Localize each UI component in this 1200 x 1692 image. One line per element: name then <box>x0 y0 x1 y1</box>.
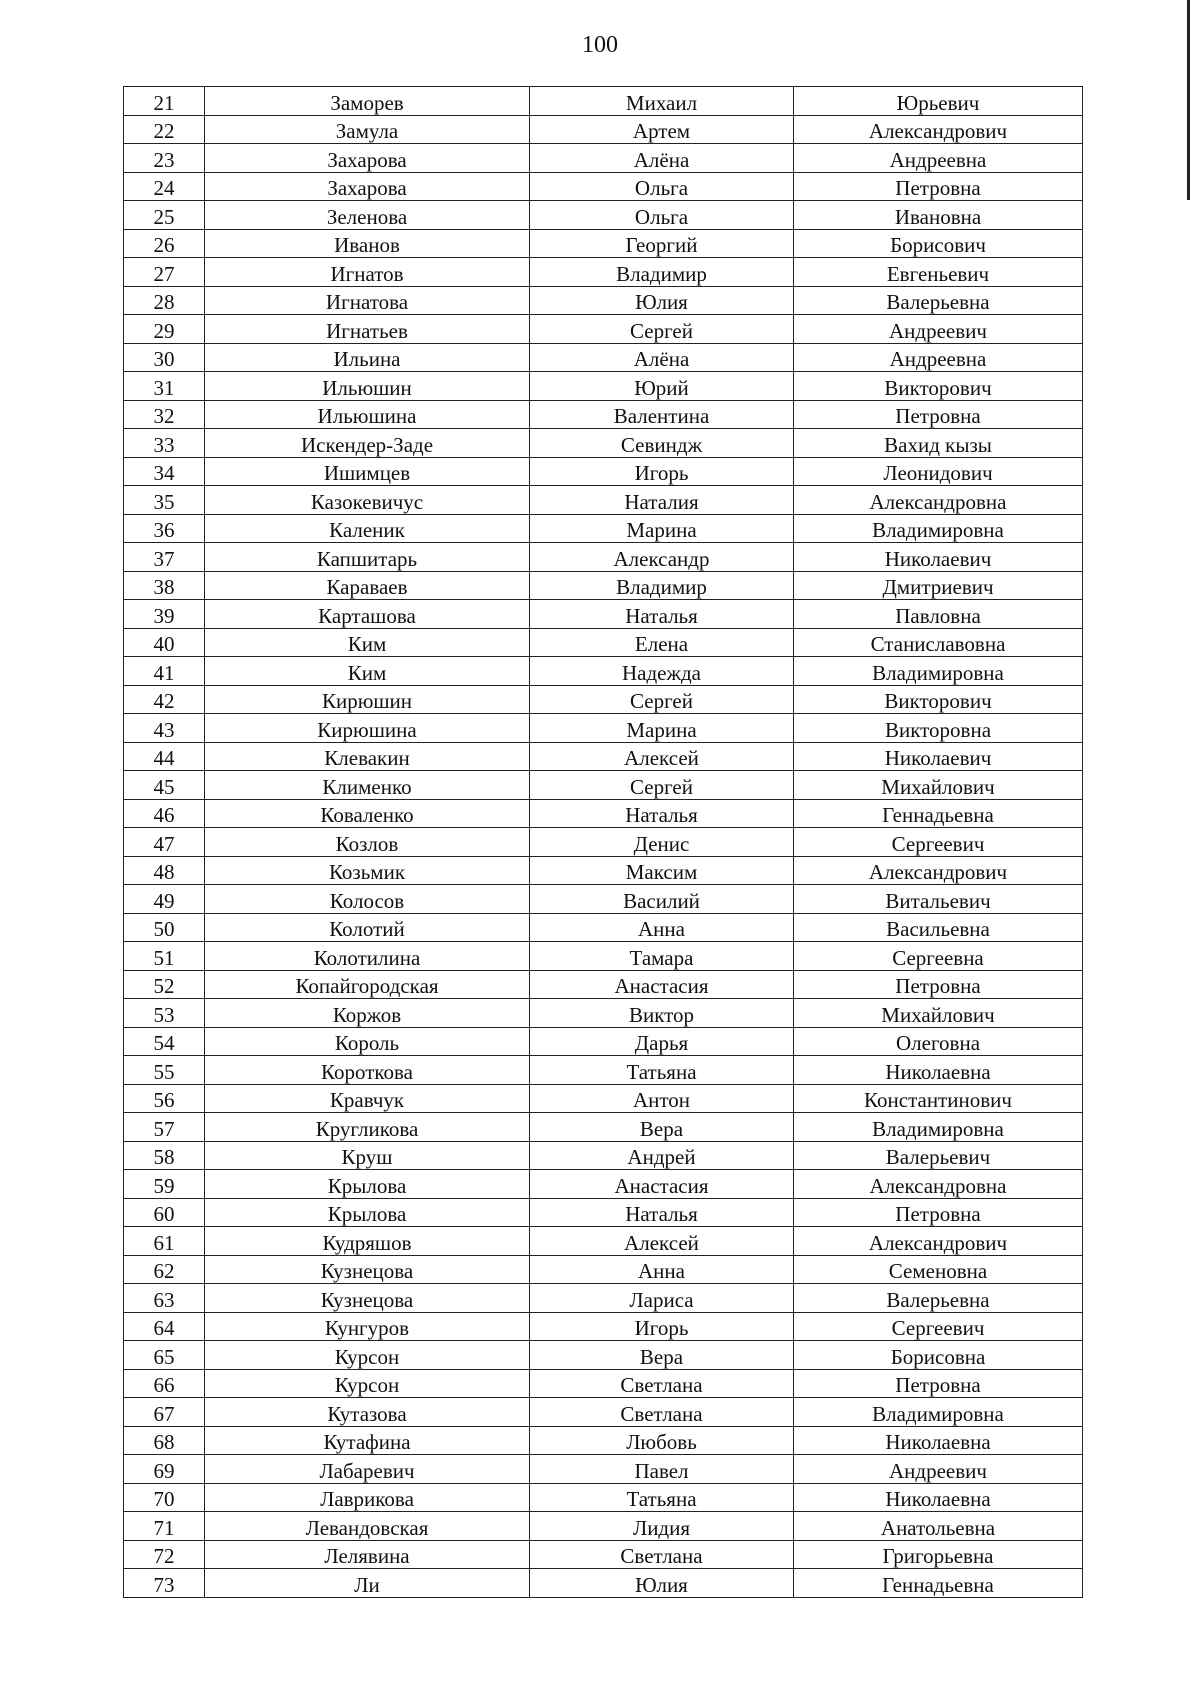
table-row <box>124 657 1083 686</box>
surname-cell: Ильюшин <box>205 372 530 401</box>
patronymic-cell: Сергеевич <box>794 828 1083 857</box>
surname-cell: Кунгуров <box>205 1312 530 1341</box>
table-row <box>124 543 1083 572</box>
row-number-cell: 36 <box>124 514 205 543</box>
patronymic-cell: Вахид кызы <box>794 429 1083 458</box>
surname-cell: Капшитарь <box>205 543 530 572</box>
table-row <box>124 628 1083 657</box>
patronymic-cell: Викторович <box>794 685 1083 714</box>
row-number-cell: 31 <box>124 372 205 401</box>
patronymic-cell: Владимировна <box>794 657 1083 686</box>
first-name-cell: Татьяна <box>530 1483 794 1512</box>
patronymic-cell: Александрович <box>794 115 1083 144</box>
table-row <box>124 514 1083 543</box>
patronymic-cell: Михайлович <box>794 999 1083 1028</box>
first-name-cell: Марина <box>530 714 794 743</box>
row-number-cell: 24 <box>124 172 205 201</box>
patronymic-cell: Константинович <box>794 1084 1083 1113</box>
first-name-cell: Любовь <box>530 1426 794 1455</box>
surname-cell: Ким <box>205 628 530 657</box>
row-number-cell: 34 <box>124 457 205 486</box>
patronymic-cell: Викторовна <box>794 714 1083 743</box>
table-row <box>124 144 1083 173</box>
row-number-cell: 22 <box>124 115 205 144</box>
first-name-cell: Надежда <box>530 657 794 686</box>
row-number-cell: 43 <box>124 714 205 743</box>
row-number-cell: 48 <box>124 856 205 885</box>
table-row <box>124 885 1083 914</box>
row-number-cell: 40 <box>124 628 205 657</box>
surname-cell: Колотилина <box>205 942 530 971</box>
first-name-cell: Василий <box>530 885 794 914</box>
first-name-cell: Севиндж <box>530 429 794 458</box>
row-number-cell: 72 <box>124 1540 205 1569</box>
row-number-cell: 66 <box>124 1369 205 1398</box>
table-row <box>124 1312 1083 1341</box>
row-number-cell: 59 <box>124 1170 205 1199</box>
row-number-cell: 39 <box>124 600 205 629</box>
surname-cell: Игнатьев <box>205 315 530 344</box>
row-number-cell: 44 <box>124 742 205 771</box>
first-name-cell: Лидия <box>530 1512 794 1541</box>
row-number-cell: 61 <box>124 1227 205 1256</box>
table-row <box>124 201 1083 230</box>
table-row <box>124 1227 1083 1256</box>
first-name-cell: Антон <box>530 1084 794 1113</box>
surname-cell: Колосов <box>205 885 530 914</box>
surname-cell: Крылова <box>205 1170 530 1199</box>
first-name-cell: Максим <box>530 856 794 885</box>
patronymic-cell: Олеговна <box>794 1027 1083 1056</box>
patronymic-cell: Андреевич <box>794 315 1083 344</box>
first-name-cell: Наталья <box>530 1198 794 1227</box>
first-name-cell: Татьяна <box>530 1056 794 1085</box>
first-name-cell: Владимир <box>530 258 794 287</box>
surname-cell: Король <box>205 1027 530 1056</box>
row-number-cell: 56 <box>124 1084 205 1113</box>
first-name-cell: Марина <box>530 514 794 543</box>
surname-cell: Ким <box>205 657 530 686</box>
surname-cell: Ильина <box>205 343 530 372</box>
first-name-cell: Светлана <box>530 1398 794 1427</box>
patronymic-cell: Петровна <box>794 970 1083 999</box>
table-row <box>124 970 1083 999</box>
patronymic-cell: Александрович <box>794 1227 1083 1256</box>
table-row <box>124 258 1083 287</box>
patronymic-cell: Ивановна <box>794 201 1083 230</box>
patronymic-cell: Анатольевна <box>794 1512 1083 1541</box>
patronymic-cell: Евгеньевич <box>794 258 1083 287</box>
surname-cell: Кутазова <box>205 1398 530 1427</box>
patronymic-cell: Борисовна <box>794 1341 1083 1370</box>
surname-cell: Замула <box>205 115 530 144</box>
surname-cell: Круш <box>205 1141 530 1170</box>
surname-cell: Курсон <box>205 1369 530 1398</box>
table-row <box>124 115 1083 144</box>
first-name-cell: Владимир <box>530 571 794 600</box>
patronymic-cell: Леонидович <box>794 457 1083 486</box>
first-name-cell: Виктор <box>530 999 794 1028</box>
row-number-cell: 35 <box>124 486 205 515</box>
patronymic-cell: Павловна <box>794 600 1083 629</box>
row-number-cell: 52 <box>124 970 205 999</box>
table-row <box>124 486 1083 515</box>
first-name-cell: Павел <box>530 1455 794 1484</box>
patronymic-cell: Николаевна <box>794 1426 1083 1455</box>
row-number-cell: 55 <box>124 1056 205 1085</box>
row-number-cell: 33 <box>124 429 205 458</box>
row-number-cell: 71 <box>124 1512 205 1541</box>
patronymic-cell: Валерьевна <box>794 1284 1083 1313</box>
row-number-cell: 29 <box>124 315 205 344</box>
first-name-cell: Вера <box>530 1341 794 1370</box>
surname-cell: Кирюшина <box>205 714 530 743</box>
patronymic-cell: Валерьевич <box>794 1141 1083 1170</box>
row-number-cell: 70 <box>124 1483 205 1512</box>
patronymic-cell: Петровна <box>794 1369 1083 1398</box>
patronymic-cell: Михайлович <box>794 771 1083 800</box>
table-row <box>124 1483 1083 1512</box>
table-row <box>124 172 1083 201</box>
patronymic-cell: Петровна <box>794 172 1083 201</box>
patronymic-cell: Григорьевна <box>794 1540 1083 1569</box>
patronymic-cell: Геннадьевна <box>794 1569 1083 1598</box>
surname-cell: Коваленко <box>205 799 530 828</box>
surname-cell: Игнатова <box>205 286 530 315</box>
row-number-cell: 54 <box>124 1027 205 1056</box>
table-row <box>124 1027 1083 1056</box>
table-row <box>124 343 1083 372</box>
surname-cell: Колотий <box>205 913 530 942</box>
patronymic-cell: Валерьевна <box>794 286 1083 315</box>
patronymic-cell: Андреевич <box>794 1455 1083 1484</box>
surname-cell: Ильюшина <box>205 400 530 429</box>
row-number-cell: 27 <box>124 258 205 287</box>
first-name-cell: Вера <box>530 1113 794 1142</box>
row-number-cell: 21 <box>124 87 205 116</box>
table-row <box>124 856 1083 885</box>
first-name-cell: Алёна <box>530 343 794 372</box>
surname-cell: Кузнецова <box>205 1284 530 1313</box>
row-number-cell: 42 <box>124 685 205 714</box>
first-name-cell: Георгий <box>530 229 794 258</box>
first-name-cell: Анастасия <box>530 970 794 999</box>
first-name-cell: Валентина <box>530 400 794 429</box>
row-number-cell: 63 <box>124 1284 205 1313</box>
surname-cell: Лабаревич <box>205 1455 530 1484</box>
patronymic-cell: Владимировна <box>794 514 1083 543</box>
surname-cell: Искендер-Заде <box>205 429 530 458</box>
row-number-cell: 49 <box>124 885 205 914</box>
patronymic-cell: Геннадьевна <box>794 799 1083 828</box>
row-number-cell: 30 <box>124 343 205 372</box>
table-row <box>124 1255 1083 1284</box>
first-name-cell: Юрий <box>530 372 794 401</box>
first-name-cell: Лариса <box>530 1284 794 1313</box>
first-name-cell: Юлия <box>530 1569 794 1598</box>
patronymic-cell: Николаевич <box>794 742 1083 771</box>
patronymic-cell: Дмитриевич <box>794 571 1083 600</box>
first-name-cell: Андрей <box>530 1141 794 1170</box>
table-row <box>124 1398 1083 1427</box>
surname-cell: Лелявина <box>205 1540 530 1569</box>
surname-cell: Ли <box>205 1569 530 1598</box>
table-row <box>124 1540 1083 1569</box>
patronymic-cell: Владимировна <box>794 1113 1083 1142</box>
table-row <box>124 315 1083 344</box>
table-row <box>124 600 1083 629</box>
first-name-cell: Михаил <box>530 87 794 116</box>
surname-cell: Захарова <box>205 144 530 173</box>
surname-cell: Кравчук <box>205 1084 530 1113</box>
first-name-cell: Сергей <box>530 685 794 714</box>
table-row <box>124 1512 1083 1541</box>
row-number-cell: 68 <box>124 1426 205 1455</box>
patronymic-cell: Андреевна <box>794 343 1083 372</box>
surname-cell: Коржов <box>205 999 530 1028</box>
first-name-cell: Наталья <box>530 799 794 828</box>
row-number-cell: 53 <box>124 999 205 1028</box>
table-row <box>124 742 1083 771</box>
row-number-cell: 65 <box>124 1341 205 1370</box>
names-table <box>123 86 1083 1598</box>
table-row <box>124 1198 1083 1227</box>
first-name-cell: Светлана <box>530 1540 794 1569</box>
patronymic-cell: Юрьевич <box>794 87 1083 116</box>
surname-cell: Кудряшов <box>205 1227 530 1256</box>
first-name-cell: Тамара <box>530 942 794 971</box>
patronymic-cell: Сергеевна <box>794 942 1083 971</box>
patronymic-cell: Петровна <box>794 400 1083 429</box>
surname-cell: Козлов <box>205 828 530 857</box>
patronymic-cell: Андреевна <box>794 144 1083 173</box>
table-row <box>124 685 1083 714</box>
row-number-cell: 73 <box>124 1569 205 1598</box>
first-name-cell: Денис <box>530 828 794 857</box>
margin-bar <box>1187 0 1190 200</box>
table-row <box>124 1455 1083 1484</box>
table-row <box>124 457 1083 486</box>
surname-cell: Крылова <box>205 1198 530 1227</box>
patronymic-cell: Николаевна <box>794 1483 1083 1512</box>
table-row <box>124 372 1083 401</box>
surname-cell: Захарова <box>205 172 530 201</box>
patronymic-cell: Владимировна <box>794 1398 1083 1427</box>
surname-cell: Левандовская <box>205 1512 530 1541</box>
first-name-cell: Анна <box>530 1255 794 1284</box>
patronymic-cell: Сергеевич <box>794 1312 1083 1341</box>
first-name-cell: Наталья <box>530 600 794 629</box>
surname-cell: Караваев <box>205 571 530 600</box>
table-row <box>124 286 1083 315</box>
first-name-cell: Артем <box>530 115 794 144</box>
surname-cell: Заморев <box>205 87 530 116</box>
first-name-cell: Александр <box>530 543 794 572</box>
first-name-cell: Светлана <box>530 1369 794 1398</box>
surname-cell: Кутафина <box>205 1426 530 1455</box>
patronymic-cell: Николаевич <box>794 543 1083 572</box>
table-row <box>124 999 1083 1028</box>
table-row <box>124 942 1083 971</box>
row-number-cell: 69 <box>124 1455 205 1484</box>
row-number-cell: 58 <box>124 1141 205 1170</box>
row-number-cell: 41 <box>124 657 205 686</box>
patronymic-cell: Васильевна <box>794 913 1083 942</box>
first-name-cell: Анастасия <box>530 1170 794 1199</box>
table-row <box>124 429 1083 458</box>
row-number-cell: 46 <box>124 799 205 828</box>
row-number-cell: 37 <box>124 543 205 572</box>
table-row <box>124 571 1083 600</box>
table-row <box>124 913 1083 942</box>
first-name-cell: Игорь <box>530 457 794 486</box>
surname-cell: Каленик <box>205 514 530 543</box>
surname-cell: Лаврикова <box>205 1483 530 1512</box>
row-number-cell: 45 <box>124 771 205 800</box>
surname-cell: Ишимцев <box>205 457 530 486</box>
surname-cell: Козьмик <box>205 856 530 885</box>
surname-cell: Карташова <box>205 600 530 629</box>
patronymic-cell: Николаевна <box>794 1056 1083 1085</box>
surname-cell: Кирюшин <box>205 685 530 714</box>
table-row <box>124 799 1083 828</box>
row-number-cell: 38 <box>124 571 205 600</box>
table-row <box>124 771 1083 800</box>
first-name-cell: Алёна <box>530 144 794 173</box>
surname-cell: Копайгородская <box>205 970 530 999</box>
patronymic-cell: Александрович <box>794 856 1083 885</box>
table-row <box>124 400 1083 429</box>
table-row <box>124 1170 1083 1199</box>
surname-cell: Курсон <box>205 1341 530 1370</box>
table-row <box>124 1056 1083 1085</box>
patronymic-cell: Витальевич <box>794 885 1083 914</box>
row-number-cell: 57 <box>124 1113 205 1142</box>
first-name-cell: Анна <box>530 913 794 942</box>
first-name-cell: Алексей <box>530 742 794 771</box>
surname-cell: Казокевичус <box>205 486 530 515</box>
table-row <box>124 1341 1083 1370</box>
table-row <box>124 714 1083 743</box>
table-row <box>124 1284 1083 1313</box>
first-name-cell: Юлия <box>530 286 794 315</box>
table-row <box>124 1426 1083 1455</box>
surname-cell: Игнатов <box>205 258 530 287</box>
first-name-cell: Алексей <box>530 1227 794 1256</box>
table-row <box>124 1369 1083 1398</box>
first-name-cell: Дарья <box>530 1027 794 1056</box>
row-number-cell: 32 <box>124 400 205 429</box>
row-number-cell: 26 <box>124 229 205 258</box>
first-name-cell: Сергей <box>530 771 794 800</box>
surname-cell: Клевакин <box>205 742 530 771</box>
surname-cell: Кузнецова <box>205 1255 530 1284</box>
table-row <box>124 87 1083 116</box>
row-number-cell: 23 <box>124 144 205 173</box>
table-row <box>124 229 1083 258</box>
row-number-cell: 25 <box>124 201 205 230</box>
table-row <box>124 828 1083 857</box>
row-number-cell: 28 <box>124 286 205 315</box>
patronymic-cell: Викторович <box>794 372 1083 401</box>
table-row <box>124 1141 1083 1170</box>
surname-cell: Кругликова <box>205 1113 530 1142</box>
row-number-cell: 62 <box>124 1255 205 1284</box>
surname-cell: Зеленова <box>205 201 530 230</box>
table-row <box>124 1113 1083 1142</box>
row-number-cell: 64 <box>124 1312 205 1341</box>
first-name-cell: Елена <box>530 628 794 657</box>
row-number-cell: 51 <box>124 942 205 971</box>
patronymic-cell: Станиславовна <box>794 628 1083 657</box>
row-number-cell: 50 <box>124 913 205 942</box>
surname-cell: Короткова <box>205 1056 530 1085</box>
row-number-cell: 60 <box>124 1198 205 1227</box>
patronymic-cell: Семеновна <box>794 1255 1083 1284</box>
first-name-cell: Ольга <box>530 172 794 201</box>
table-row <box>124 1569 1083 1598</box>
first-name-cell: Сергей <box>530 315 794 344</box>
row-number-cell: 47 <box>124 828 205 857</box>
page-number: 100 <box>582 32 618 58</box>
first-name-cell: Игорь <box>530 1312 794 1341</box>
first-name-cell: Ольга <box>530 201 794 230</box>
patronymic-cell: Петровна <box>794 1198 1083 1227</box>
patronymic-cell: Александровна <box>794 486 1083 515</box>
patronymic-cell: Борисович <box>794 229 1083 258</box>
names-table-body <box>124 87 1083 1598</box>
surname-cell: Иванов <box>205 229 530 258</box>
table-row <box>124 1084 1083 1113</box>
row-number-cell: 67 <box>124 1398 205 1427</box>
first-name-cell: Наталия <box>530 486 794 515</box>
patronymic-cell: Александровна <box>794 1170 1083 1199</box>
surname-cell: Клименко <box>205 771 530 800</box>
